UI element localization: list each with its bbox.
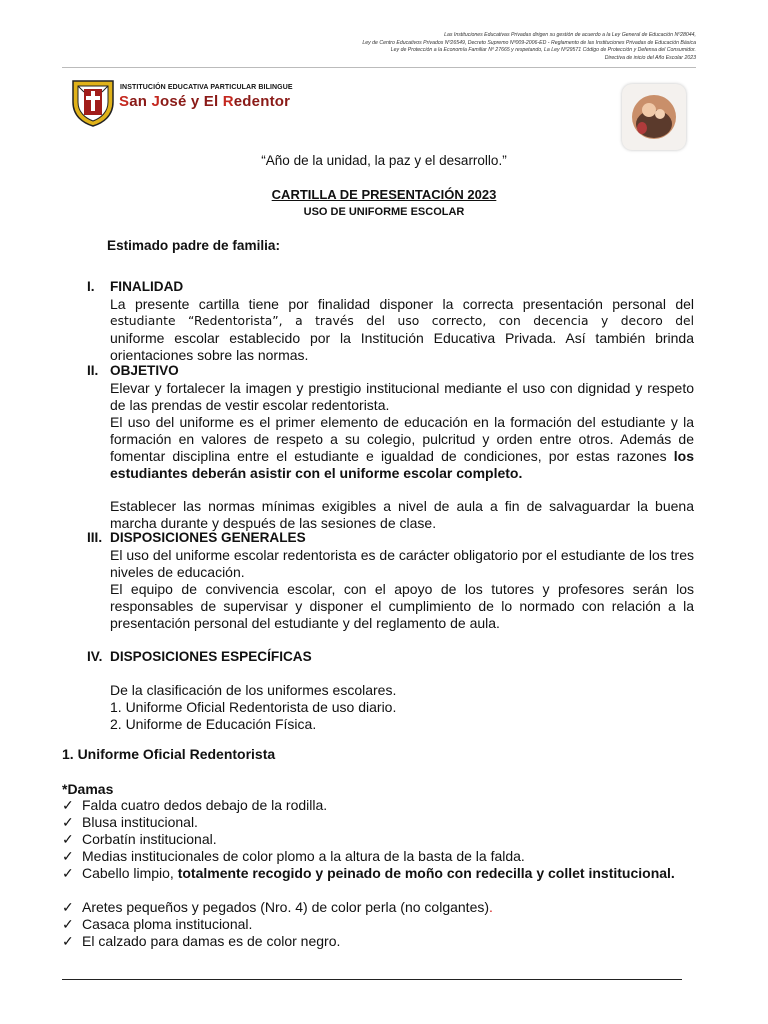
greeting: Estimado padre de familia: [107, 238, 280, 253]
section-paragraph: uniforme escolar establecido por la Institución Educativa Privada. Así también brinda orientaciones sobre las normas. [110, 330, 694, 363]
section-paragraph: Elevar y fortalecer la imagen y prestigio institucional mediante el uso con dignidad y respeto de las prendas de vestir escolar redentorista. [110, 380, 694, 413]
footer-divider [62, 979, 682, 980]
legal-line: Las Instituciones Educativas Privadas dirigen su gestión de acuerdo a la Ley General de Educación Nº28044, [444, 32, 696, 38]
section-paragraph: El uso del uniforme escolar redentorista es de carácter obligatorio por el estudiante de los tres niveles de educación. [110, 547, 694, 580]
list-item: ✓ Cabello limpio, totalmente recogido y peinado de moño con redecilla y collet institucional. [62, 865, 675, 881]
legal-line: Ley de Protección a la Economía Familiar Nº 27665 y respetando, La Ley Nº29571 Código de Protección y Defensa del Consumidor. [390, 47, 696, 53]
list-item: ✓ Blusa institucional. [62, 814, 198, 830]
section-heading-finalidad: FINALIDAD [110, 279, 184, 294]
check-icon: ✓ [62, 831, 74, 847]
list-item: ✓ Casaca ploma institucional. [62, 916, 253, 932]
section-paragraph: estudiante “Redentorista”, a través del uso correcto, con decencia y decoro del [110, 314, 694, 328]
section-paragraph: Establecer las normas mínimas exigibles a nivel de aula a fin de salvaguardar la buena marcha durante y después de las sesiones de clase. [110, 498, 694, 531]
check-icon: ✓ [62, 814, 74, 830]
section-number: IV. [87, 649, 103, 664]
list-item: ✓ Corbatín institucional. [62, 831, 217, 847]
section-heading-objetivo: OBJETIVO [110, 363, 179, 378]
check-icon: ✓ [62, 797, 74, 813]
header-divider [62, 67, 696, 68]
saint-image-icon [622, 84, 686, 150]
list-intro: De la clasificación de los uniformes escolares. [110, 682, 397, 698]
school-type: INSTITUCIÓN EDUCATIVA PARTICULAR BILINGUE [120, 84, 293, 91]
list-item: ✓ Falda cuatro dedos debajo de la rodilla. [62, 797, 328, 813]
check-icon: ✓ [62, 865, 74, 881]
group-heading: *Damas [62, 781, 114, 797]
page-subtitle: USO DE UNIFORME ESCOLAR [303, 206, 465, 218]
motto: “Año de la unidad, la paz y el desarrollo.” [261, 153, 507, 168]
section-heading-especificas: DISPOSICIONES ESPECÍFICAS [110, 649, 312, 664]
list-item: 2. Uniforme de Educación Física. [110, 716, 317, 732]
check-icon: ✓ [62, 899, 74, 915]
check-icon: ✓ [62, 933, 74, 949]
uniform-heading: 1. Uniforme Oficial Redentorista [62, 746, 276, 762]
legal-notice [176, 32, 696, 62]
legal-line: Ley de Centro Educativos Privados Nº26549, Decreto Supremo Nº009-2006-ED - Reglamento de las Instituciones Privadas de Educación Básica [362, 39, 696, 46]
legal-line: Directiva de inicio del Año Escolar 2023 [604, 54, 696, 61]
section-number: I. [87, 279, 95, 294]
list-item: ✓ Aretes pequeños y pegados (Nro. 4) de color perla (no colgantes). [62, 899, 493, 915]
list-item: ✓ Medias institucionales de color plomo a la altura de la basta de la falda. [62, 848, 525, 864]
check-icon: ✓ [62, 916, 74, 932]
section-paragraph: La presente cartilla tiene por finalidad disponer la correcta presentación personal del [110, 296, 694, 312]
section-paragraph: El uso del uniforme es el primer elemento de educación en la formación del estudiante y la formación en valores de respeto a su colegio, pulcritud y orden entre otros. Además de fomentar disciplina entre el estudiante e igualdad de condiciones, por estas razones los estudiantes deberán asistir con el uniforme escolar completo. [110, 414, 694, 481]
list-item: 1. Uniforme Oficial Redentorista de uso diario. [110, 699, 397, 715]
school-name: San José y El Redentor [119, 93, 291, 110]
page-title: CARTILLA DE PRESENTACIÓN 2023 [271, 187, 497, 202]
section-paragraph: El equipo de convivencia escolar, con el apoyo de los tutores y profesores serán los responsables de supervisar y disponer el cumplimiento de lo normado con relación a la presentación personal del estudiante y del reglamento de aula. [110, 581, 694, 631]
section-number: II. [87, 363, 99, 378]
school-crest-icon [70, 78, 116, 128]
section-heading-generales: DISPOSICIONES GENERALES [110, 530, 306, 545]
list-item: ✓ El calzado para damas es de color negro. [62, 933, 341, 949]
section-number: III. [87, 530, 103, 545]
check-icon: ✓ [62, 848, 74, 864]
